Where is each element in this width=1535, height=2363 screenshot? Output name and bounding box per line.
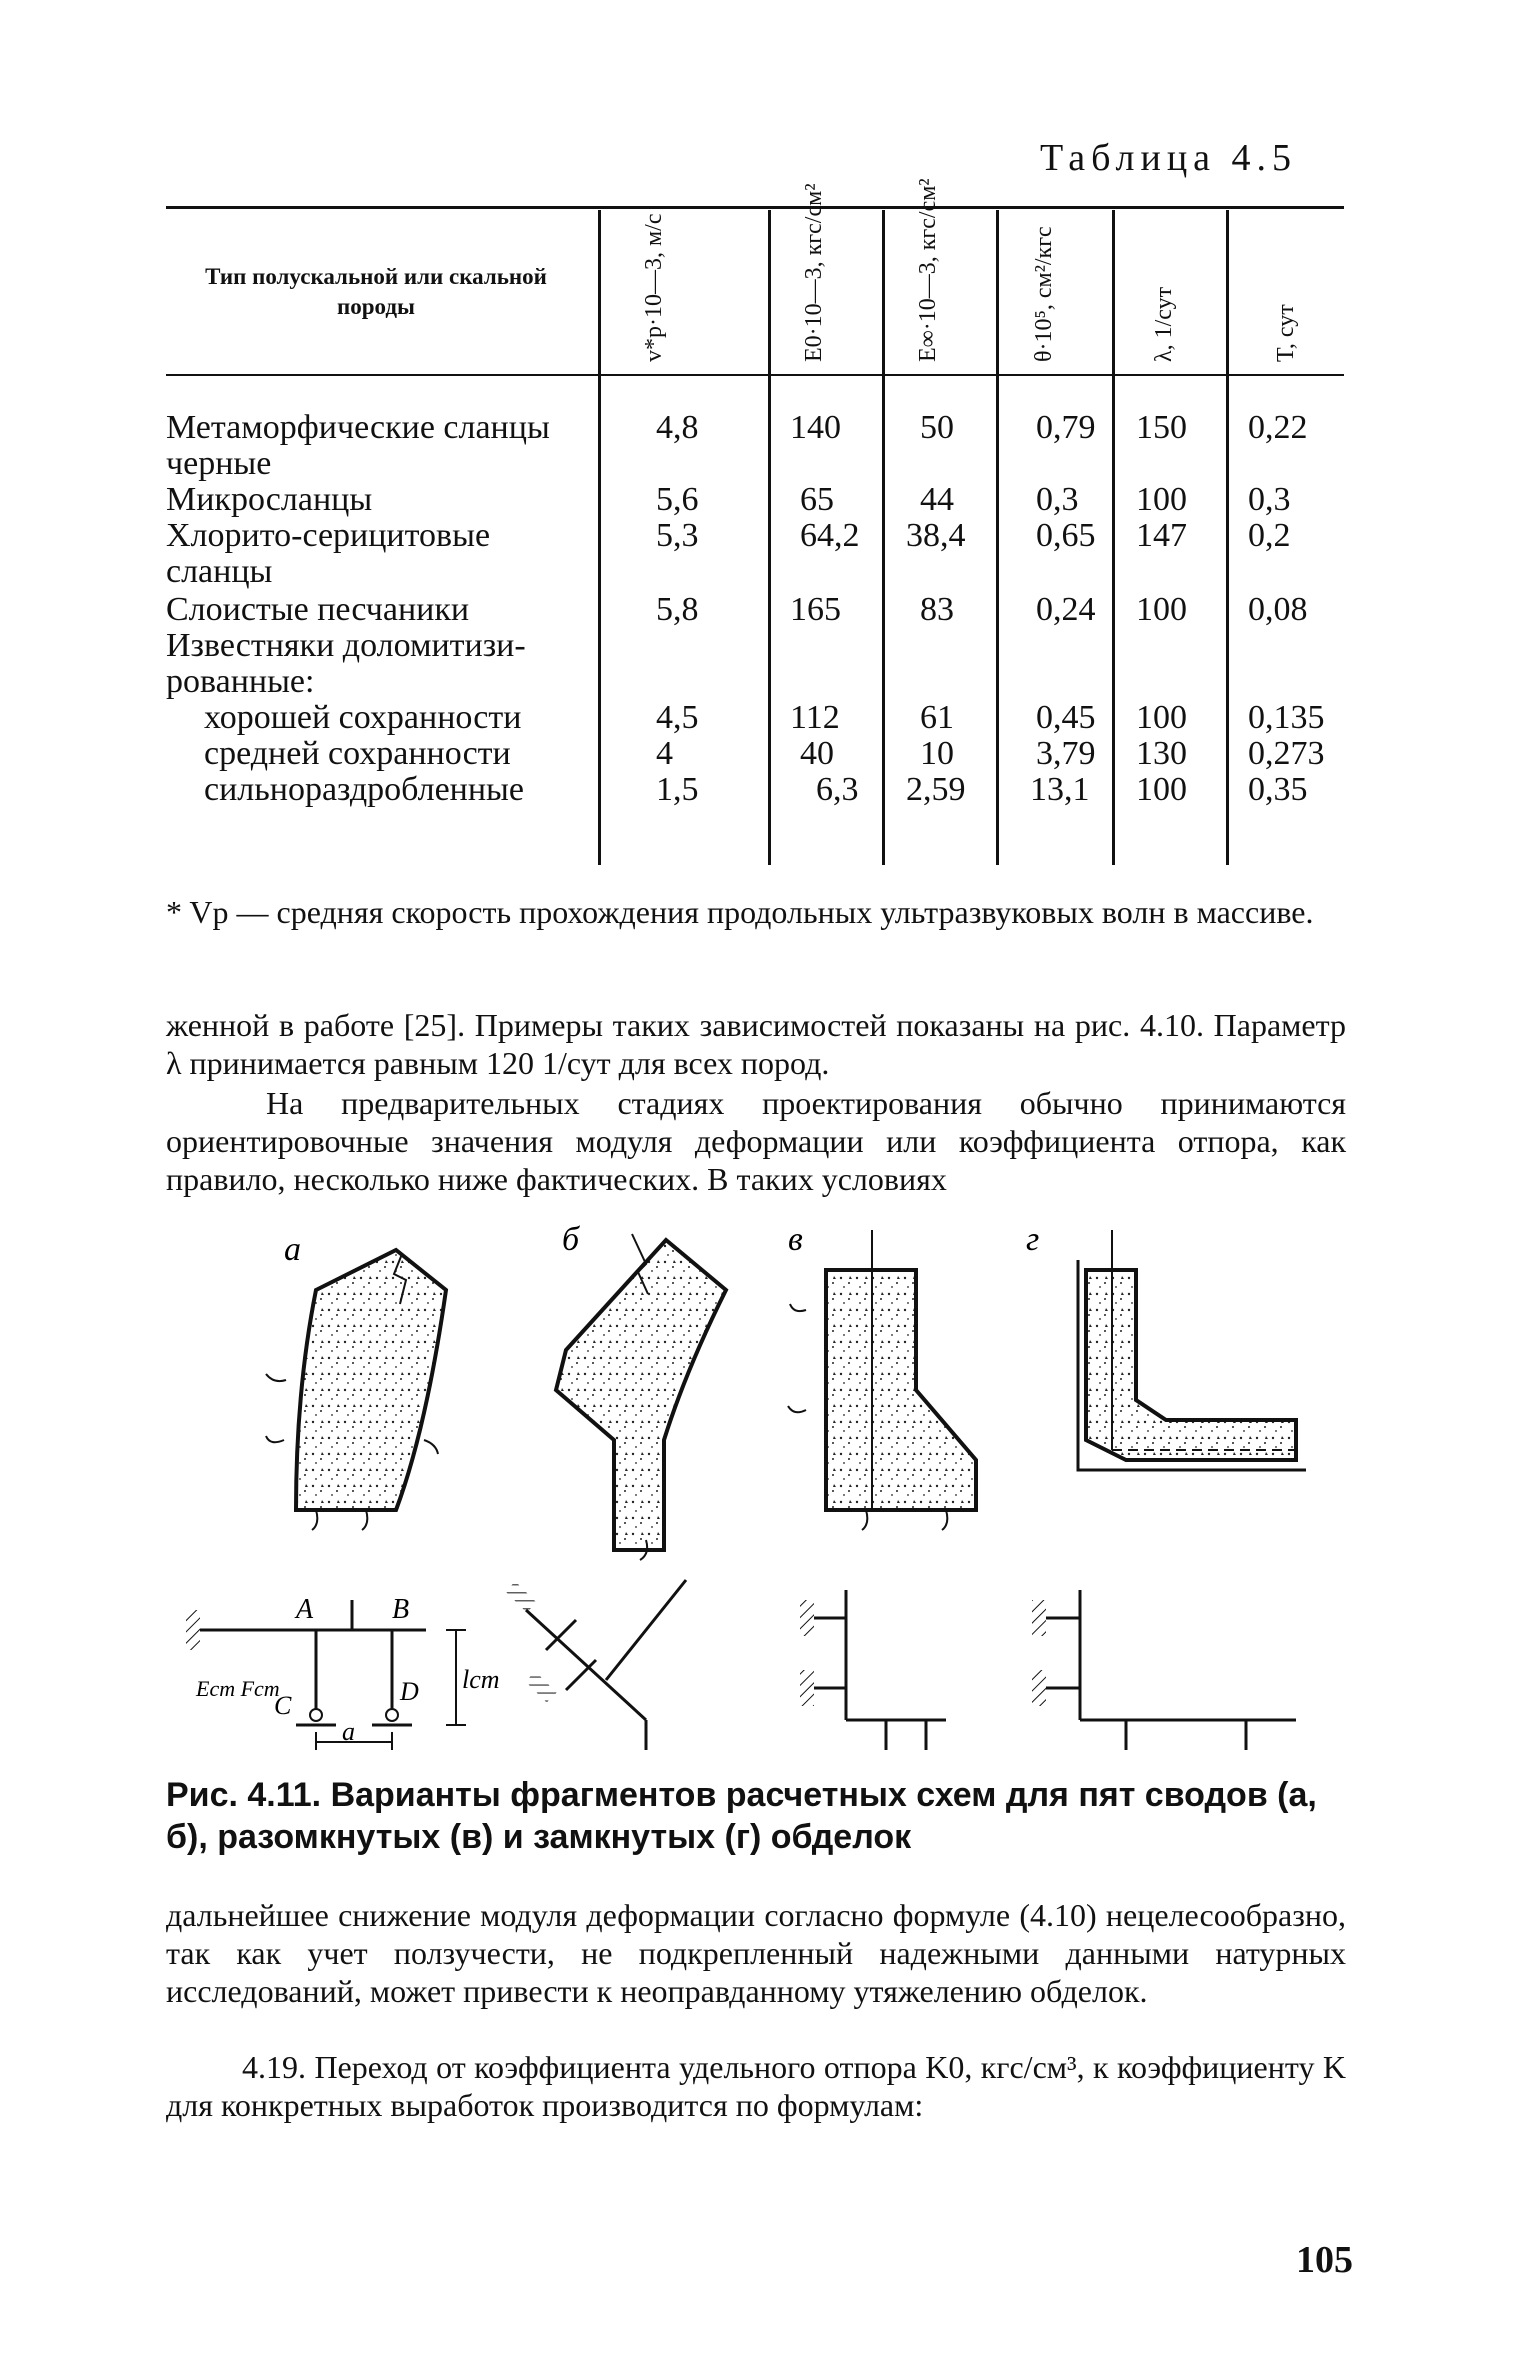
table-cell: 5,8 bbox=[656, 591, 699, 628]
table-cell: 0,45 bbox=[1036, 699, 1096, 736]
table-row-name: сланцы bbox=[166, 553, 273, 590]
table-row-name: Хлорито-серицитовые bbox=[166, 517, 491, 554]
table-cell: 100 bbox=[1136, 591, 1187, 628]
arch-heel-a-drawing bbox=[266, 1250, 446, 1530]
table-cell: 130 bbox=[1136, 735, 1187, 772]
table-cell: 0,65 bbox=[1036, 517, 1096, 554]
table-cell: 0,135 bbox=[1248, 699, 1325, 736]
table-cell: 6,3 bbox=[816, 771, 859, 808]
figure-caption: Рис. 4.11. Варианты фрагментов расчетных схем для пят сводов (а, б), разомкнутых (в) и замкнутых (г) обделок bbox=[166, 1776, 1317, 1856]
table-cell: 10 bbox=[920, 735, 954, 772]
table-cell: 0,22 bbox=[1248, 409, 1308, 446]
body-paragraph: 4.19. Переход от коэффициента удельного отпора K0, кгс/см³, к коэффициенту K для конкретных выработок производится по формулам: bbox=[166, 2049, 1346, 2123]
table-row-name: Микросланцы bbox=[166, 481, 373, 518]
table-cell: 3,79 bbox=[1036, 735, 1096, 772]
table-cell: 44 bbox=[920, 481, 954, 518]
table-row-name: Метаморфические сланцы bbox=[166, 409, 550, 446]
body-paragraph: дальнейшее снижение модуля деформации согласно формуле (4.10) нецелесообразно, так как учет ползучести, не подкрепленный надежными данными натурных исследований, может привести к неоправданному утяжелению обделок. bbox=[166, 1897, 1346, 2009]
scheme-g bbox=[1032, 1590, 1296, 1750]
scheme-v bbox=[800, 1590, 946, 1750]
table-cell: 100 bbox=[1136, 699, 1187, 736]
figure-label-b: б bbox=[562, 1221, 580, 1258]
table-cell: 2,59 bbox=[906, 771, 966, 808]
column-header-lambda: λ, 1/сут bbox=[1151, 286, 1177, 362]
figure-label-a: а bbox=[284, 1231, 301, 1268]
table-row-name: Слоистые песчаники bbox=[166, 591, 470, 628]
table-row-name: средней сохранности bbox=[204, 735, 511, 772]
table-cell: 0,79 bbox=[1036, 409, 1096, 446]
scheme-label-C: C bbox=[274, 1691, 292, 1720]
table-footnote: * Vp — средняя скорость прохождения продольных ультразвуковых волн в массиве. bbox=[166, 894, 1314, 930]
table-cell: 65 bbox=[800, 481, 834, 518]
table-caption: Таблица 4.5 bbox=[1040, 137, 1298, 179]
table-cell: 100 bbox=[1136, 771, 1187, 808]
column-header-t: T, сут bbox=[1273, 304, 1299, 362]
column-header-einf: E∞·10—3, кгс/см² bbox=[915, 178, 941, 362]
column-header-vp: v*p·10—3, м/с bbox=[641, 213, 667, 362]
table-row-name: сильнораздробленные bbox=[204, 771, 524, 808]
column-header-e0: E0·10—3, кгс/см² bbox=[801, 183, 827, 362]
table-col-divider bbox=[996, 210, 999, 865]
table-cell: 38,4 bbox=[906, 517, 966, 554]
scheme-b bbox=[505, 1580, 686, 1750]
table-top-rule bbox=[166, 206, 1344, 209]
table-cell: 0,273 bbox=[1248, 735, 1325, 772]
table-cell: 13,1 bbox=[1030, 771, 1090, 808]
figure-4-11 bbox=[166, 1210, 1346, 1750]
table-cell: 0,08 bbox=[1248, 591, 1308, 628]
table-cell: 5,6 bbox=[656, 481, 699, 518]
open-lining-v-drawing bbox=[788, 1230, 976, 1530]
table-row-name: черные bbox=[166, 445, 272, 482]
scheme-a bbox=[186, 1594, 500, 1750]
table-cell: 4 bbox=[656, 735, 673, 772]
table-cell: 50 bbox=[920, 409, 954, 446]
scheme-label-lct: lст bbox=[462, 1665, 500, 1694]
table-col-divider bbox=[1226, 210, 1229, 865]
table-cell: 4,8 bbox=[656, 409, 699, 446]
column-header-theta: θ·10⁵, см²/кгс bbox=[1031, 226, 1057, 362]
column-header-type: Тип полускальной или скальной породы bbox=[205, 264, 547, 319]
table-cell: 4,5 bbox=[656, 699, 699, 736]
table-row-name: Известняки доломитизи- bbox=[166, 627, 526, 664]
table-cell: 147 bbox=[1136, 517, 1187, 554]
table-cell: 83 bbox=[920, 591, 954, 628]
scheme-label-B: B bbox=[392, 1594, 410, 1625]
table-cell: 165 bbox=[790, 591, 841, 628]
table-cell: 0,3 bbox=[1036, 481, 1079, 518]
body-paragraph: женной в работе [25]. Примеры таких зависимостей показаны на рис. 4.10. Параметр λ принимается равным 120 1/сут для всех пород. bbox=[166, 1007, 1346, 1081]
table-cell: 1,5 bbox=[656, 771, 699, 808]
table-cell: 0,2 bbox=[1248, 517, 1291, 554]
scheme-label-ect: Eст Fст bbox=[196, 1676, 280, 1701]
table-cell: 64,2 bbox=[800, 517, 860, 554]
table-col-divider bbox=[1112, 210, 1115, 865]
table-row-name: хорошей сохранности bbox=[204, 699, 522, 736]
closed-lining-g-drawing bbox=[1078, 1230, 1306, 1470]
table-cell: 40 bbox=[800, 735, 834, 772]
table-header-rule bbox=[166, 374, 1344, 376]
table-cell: 100 bbox=[1136, 481, 1187, 518]
scheme-label-A: A bbox=[296, 1594, 314, 1625]
body-paragraph: На предварительных стадиях проектирования обычно принимаются ориентировочные значения модуля деформации или коэффициента отпора, как правило, несколько ниже фактических. В таких условиях bbox=[166, 1085, 1346, 1197]
table-cell: 150 bbox=[1136, 409, 1187, 446]
scheme-label-a: a bbox=[342, 1717, 355, 1746]
table-col-divider bbox=[598, 210, 601, 865]
table-cell: 5,3 bbox=[656, 517, 699, 554]
figure-label-g: г bbox=[1026, 1221, 1040, 1258]
table-cell: 0,24 bbox=[1036, 591, 1096, 628]
figure-label-v: в bbox=[788, 1221, 803, 1258]
page-number: 105 bbox=[1296, 2239, 1353, 2281]
table-cell: 0,3 bbox=[1248, 481, 1291, 518]
table-cell: 0,35 bbox=[1248, 771, 1308, 808]
arch-heel-b-drawing bbox=[556, 1234, 726, 1560]
table-cell: 140 bbox=[790, 409, 841, 446]
scheme-label-D: D bbox=[400, 1677, 419, 1706]
table-col-divider bbox=[882, 210, 885, 865]
table-row-name: рованные: bbox=[166, 663, 315, 700]
table-cell: 61 bbox=[920, 699, 954, 736]
table-cell: 112 bbox=[790, 699, 840, 736]
table-col-divider bbox=[768, 210, 771, 865]
